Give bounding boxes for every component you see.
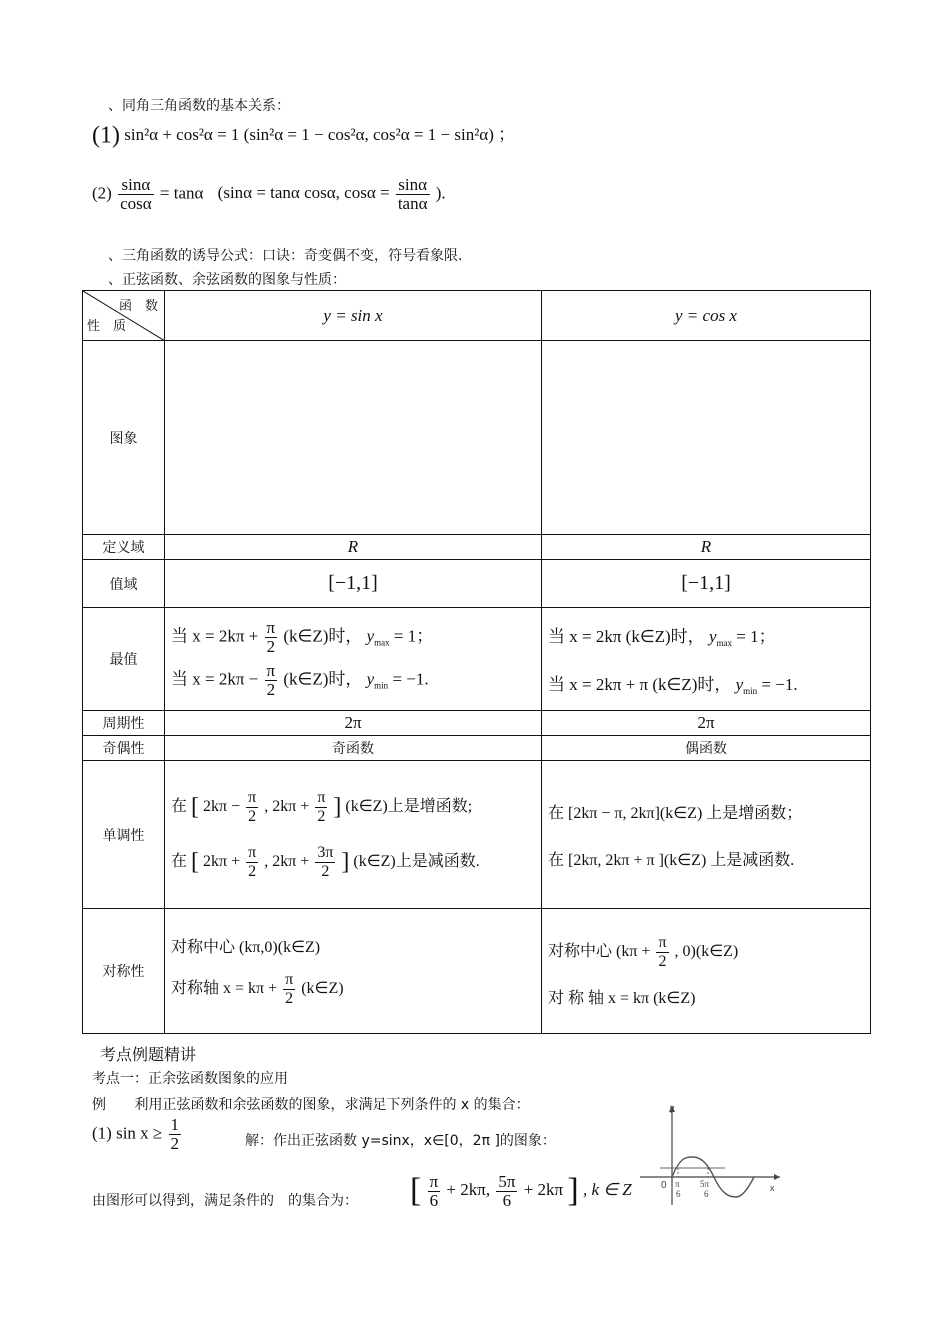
label-parity: 奇偶性 xyxy=(83,736,165,761)
formula-2-eq: = tanα xyxy=(159,183,204,203)
extreme-sin xyxy=(165,608,542,711)
row-symmetry xyxy=(83,909,871,1034)
pi-over-6-fraction xyxy=(428,1173,441,1210)
formula-1-end: ； xyxy=(498,125,516,144)
min-subscript: min xyxy=(374,680,389,691)
corner-label-function: 函 数 xyxy=(118,299,158,314)
example-label: 例 xyxy=(92,1097,106,1113)
pi-over-2-fraction xyxy=(656,934,668,971)
y-symbol: y xyxy=(735,675,744,694)
formula-2-paren-fraction xyxy=(396,176,430,213)
mono-sin-inc-b: , 2kπ + xyxy=(264,797,310,815)
frac-den: 2 xyxy=(321,862,330,880)
formula-2-paren-end: ). xyxy=(435,183,446,203)
domain-cos: R xyxy=(542,535,871,560)
frac-num: π xyxy=(266,618,276,637)
mono-sin-inc-c: (k∈Z)上是增函数; xyxy=(345,797,473,815)
sym-cos-center xyxy=(548,934,864,971)
frac-num: π xyxy=(285,971,294,988)
period-cos: 2π xyxy=(542,711,871,736)
frac-den: 6 xyxy=(429,1190,439,1210)
table-header-row xyxy=(83,291,871,341)
formula-2-fraction xyxy=(118,176,154,213)
frac-num: π xyxy=(248,788,257,806)
mono-sin-dec-b: , 2kπ + xyxy=(264,852,310,870)
frac-den: 2 xyxy=(248,862,257,880)
row-range xyxy=(83,560,871,608)
origin-label: 0 xyxy=(661,1180,667,1191)
extreme-cos-max-c: = 1； xyxy=(736,627,776,646)
y-symbol: y xyxy=(708,627,717,646)
extreme-sin-max xyxy=(171,619,535,656)
pi-over-2-fraction xyxy=(315,789,327,826)
row-graph xyxy=(83,341,871,535)
question-1 xyxy=(92,1116,183,1153)
pi-over-2-fraction xyxy=(246,844,258,881)
tick-5pi-6-num: 5π xyxy=(700,1179,710,1189)
sym-sin-center: 对称中心 (kπ,0)(k∈Z) xyxy=(171,939,321,956)
properties-table xyxy=(82,290,871,1034)
max-subscript: max xyxy=(716,638,732,648)
frac-den: 2 xyxy=(658,953,667,970)
extreme-sin-max-a: 当 x = 2kπ + xyxy=(171,626,259,646)
mono-sin-inc-a: 2kπ − xyxy=(203,797,241,815)
induction-mnemonic: 、三角函数的诱导公式：口诀：奇变偶不变，符号看象限. xyxy=(108,248,463,264)
sine-sketch-graph xyxy=(630,1095,790,1215)
formula-1-paren: (sin²α = 1 − cos²α, cos²α = 1 − sin²α) xyxy=(243,125,494,144)
solution-set: [ $\frac{\pi}{6}$ + 2kπ, $\frac{5\pi}{6}$ + 2kπ ] , k ∈ Z xyxy=(410,1171,632,1210)
frac-den: 2 xyxy=(317,807,326,825)
extreme-sin-max-c: = 1； xyxy=(393,626,434,646)
sym-cos-center-a: 对称中心 xyxy=(548,943,613,961)
sym-cos-center-c: , 0)(k∈Z) xyxy=(674,943,739,961)
frac-num: π xyxy=(658,934,667,951)
example-line xyxy=(92,1094,530,1114)
five-pi-over-6-fraction xyxy=(496,1173,517,1210)
examples-title: 考点例题精讲 xyxy=(100,1045,197,1064)
conclusion-text: 由图形可以得到，满足条件的 的集合为： xyxy=(92,1193,358,1209)
header-sin: y = sin x xyxy=(165,291,542,341)
formula-2-prefix: (2) xyxy=(92,183,112,203)
formula-1-main: sin²α + cos²α = 1 xyxy=(124,125,240,144)
sym-sin xyxy=(165,909,542,1034)
pi-over-2-fraction xyxy=(283,971,295,1008)
formula-2-numerator: sinα xyxy=(118,176,154,195)
mono-cos xyxy=(542,761,871,909)
frac-den: 2 xyxy=(266,637,276,656)
extreme-cos-min-a: 当 x = 2kπ + π (k∈Z)时， xyxy=(548,675,732,694)
mono-sin xyxy=(165,761,542,909)
extreme-cos-min-c: = −1. xyxy=(761,675,798,694)
three-pi-over-2-fraction xyxy=(315,844,335,881)
frac-num: 3π xyxy=(317,843,334,861)
graph-cos-cell xyxy=(542,341,871,535)
extreme-sin-min-a: 当 x = 2kπ − xyxy=(171,669,259,689)
frac-den: 2 xyxy=(170,1134,179,1153)
sym-cos-axis: 对 称 轴 x = kπ (k∈Z) xyxy=(548,990,696,1007)
corner-label-property: 性 质 xyxy=(87,319,127,334)
header-cos: y = cos x xyxy=(542,291,871,341)
row-period xyxy=(83,711,871,736)
heading-identities: 、同角三角函数的基本关系： xyxy=(108,98,290,114)
range-cos: [−1,1] xyxy=(542,560,871,608)
domain-sin: R xyxy=(165,535,542,560)
heading-sin-cos-properties: 、正弦函数、余弦函数的图象与性质： xyxy=(108,272,346,288)
extreme-cos-max xyxy=(548,622,864,648)
parity-cos: 偶函数 xyxy=(542,736,871,761)
pi-over-2-fraction xyxy=(246,789,258,826)
frac-num: π xyxy=(317,788,326,806)
mono-sin-in-label: 在 xyxy=(171,797,188,815)
frac-num: 5π xyxy=(498,1171,516,1191)
mono-sin-dec-a: 2kπ + xyxy=(203,852,241,870)
extreme-sin-min-c: = −1. xyxy=(392,669,429,689)
example-text: 利用正弦函数和余弦函数的图象，求满足下列条件的 x 的集合： xyxy=(134,1097,530,1113)
frac-den: 2 xyxy=(266,680,276,699)
graph-sin-cell xyxy=(165,341,542,535)
sym-sin-axis-a: 对称轴 x = kπ + xyxy=(171,980,278,998)
row-extreme xyxy=(83,608,871,711)
period-sin: 2π xyxy=(165,711,542,736)
set-end: + 2kπ xyxy=(523,1179,564,1199)
sym-sin-axis-b: (k∈Z) xyxy=(301,980,344,998)
frac-den: 6 xyxy=(502,1190,512,1210)
max-subscript: max xyxy=(374,637,390,648)
mono-sin-dec-c: (k∈Z)上是减函数. xyxy=(353,852,480,870)
min-subscript: min xyxy=(743,686,758,696)
mono-cos-decreasing: 在 [2kπ, 2kπ + π ](k∈Z) 上是减函数. xyxy=(548,851,795,869)
frac-num: π xyxy=(429,1171,439,1191)
formula-2-denominator: cosα xyxy=(120,194,152,213)
row-monotonicity xyxy=(83,761,871,909)
row-parity xyxy=(83,736,871,761)
extreme-cos-max-a: 当 x = 2kπ (k∈Z)时， xyxy=(548,627,705,646)
set-mid: + 2kπ, xyxy=(446,1179,491,1199)
label-domain: 定义域 xyxy=(83,535,165,560)
extreme-sin-max-b: (k∈Z)时， xyxy=(283,626,363,646)
formula-1 xyxy=(92,120,515,150)
frac-den: 2 xyxy=(285,990,294,1007)
label-range: 值域 xyxy=(83,560,165,608)
mono-sin-in-label: 在 xyxy=(171,852,188,870)
row-domain xyxy=(83,535,871,560)
extreme-cos-min xyxy=(548,670,864,696)
frac-num: π xyxy=(248,843,257,861)
frac-num: π xyxy=(266,661,276,680)
y-axis-label: y xyxy=(670,1103,675,1113)
set-tail: , k ∈ Z xyxy=(582,1179,632,1199)
tick-5pi-6-den: 6 xyxy=(704,1189,709,1199)
pi-over-2-fraction xyxy=(265,662,278,699)
extreme-cos xyxy=(542,608,871,711)
label-period: 周期性 xyxy=(83,711,165,736)
question-1-a: (1) sin x ≥ xyxy=(92,1123,163,1143)
corner-cell xyxy=(83,291,165,341)
sym-sin-axis xyxy=(171,971,535,1008)
y-symbol: y xyxy=(366,669,375,689)
y-symbol: y xyxy=(366,626,375,646)
parity-sin: 奇函数 xyxy=(165,736,542,761)
extreme-sin-min xyxy=(171,662,535,699)
label-symmetry: 对称性 xyxy=(83,909,165,1034)
range-sin: [−1,1] xyxy=(165,560,542,608)
sym-cos-center-b: (kπ + xyxy=(616,943,651,961)
frac-den: 2 xyxy=(248,807,257,825)
sym-cos xyxy=(542,909,871,1034)
solution-text: 解：作出正弦函数 y=sinx，x∈[0，2π ]的图象： xyxy=(245,1133,556,1149)
point-1-heading: 考点一：正余弦函数图象的应用 xyxy=(92,1071,288,1087)
tick-pi-6-den: 6 xyxy=(676,1189,681,1199)
formula-2-paren-numerator: sinα xyxy=(396,176,430,195)
x-axis-arrow xyxy=(774,1174,780,1180)
mono-sin-decreasing: 在 [ 2kπ + $\frac{\pi}{2}$ , 2kπ + $\frac{3\pi}{2}$ ] (k∈Z)上是减函数. xyxy=(171,843,480,880)
mono-sin-increasing: 在 [ 2kπ − $\frac{\pi}{2}$ , 2kπ + $\frac{\pi}{2}$ ] (k∈Z)上是增函数; xyxy=(171,788,473,825)
label-graph: 图象 xyxy=(83,341,165,535)
x-axis-label: x xyxy=(770,1183,775,1193)
mono-cos-increasing: 在 [2kπ − π, 2kπ](k∈Z) 上是增函数； xyxy=(548,804,803,822)
formula-2-paren-a: (sinα = tanα cosα, cosα = xyxy=(217,183,390,203)
tick-pi-6-num: π xyxy=(675,1179,680,1189)
label-monotonicity: 单调性 xyxy=(83,761,165,909)
formula-1-prefix: (1) xyxy=(92,122,120,149)
formula-2 xyxy=(92,176,446,213)
frac-num: 1 xyxy=(170,1115,179,1134)
extreme-sin-min-b: (k∈Z)时， xyxy=(283,669,363,689)
pi-over-2-fraction xyxy=(265,619,278,656)
one-half-fraction xyxy=(169,1116,182,1153)
label-extreme: 最值 xyxy=(83,608,165,711)
formula-2-paren-denominator: tanα xyxy=(397,194,428,213)
